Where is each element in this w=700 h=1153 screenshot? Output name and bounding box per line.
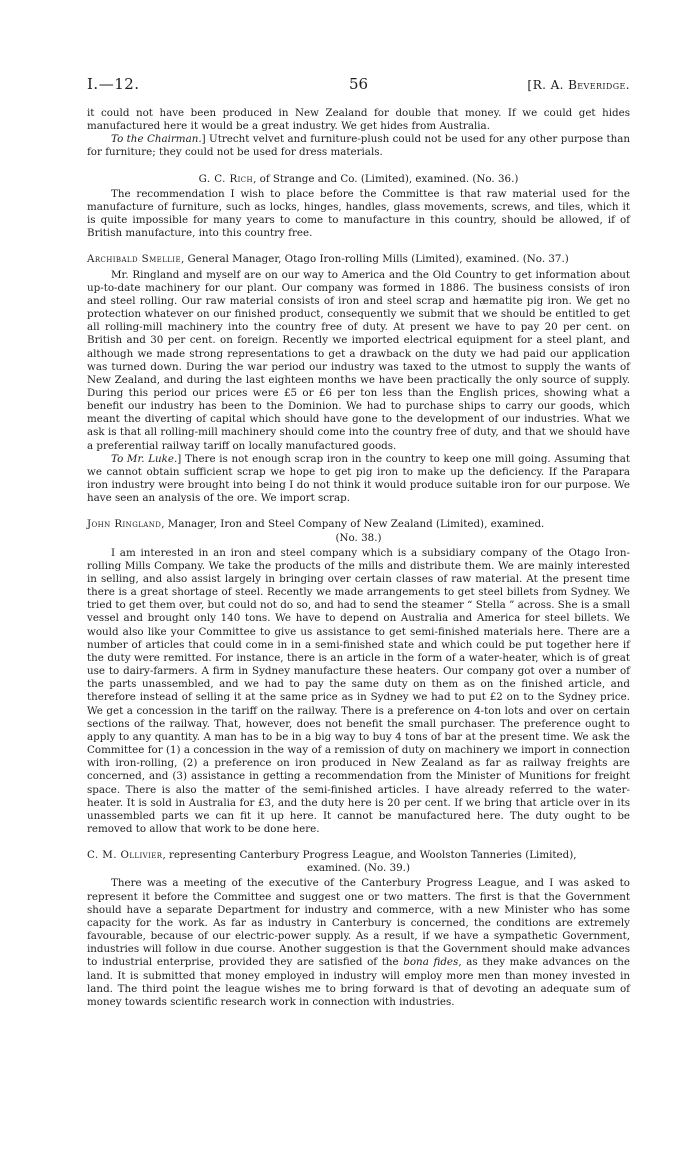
page-header [87, 75, 630, 100]
parliamentary-paper-ref: I.—12. [87, 75, 140, 93]
witness-heading [87, 518, 630, 544]
witness-section-rich [87, 173, 630, 241]
paragraph: Mr. Ringland and myself are on our way to America and the Old Country to get information about up-to-date machinery for our plant. Our company was formed in 1886. The business consists of iron and steel rolling. Our raw material consists of iron and steel scrap and hæmatite pig iron. We get no protection whatever on our finished product, consequently we submit that we should be entitled to get all rolling-mill machinery into the country free of duty. At present we have to pay 20 per cent. on British and 30 per cent. on foreign. Recently we imported electrical equipment for a steel plant, and although we made strong representations to get a drawback on the duty we had paid our application was turned down. During the war period our industry was taxed to the utmost to supply the wants of New Zealand, and during the last eighteen months we have been practically the only source of supply. During this period our prices were £5 or £6 per ton less than the English prices, showing what a benefit our industry has been to the Dominion. We had to purchase ships to carry our goods, which meant the diverting of capital which should have gone to the development of our industries. What we ask is that all rolling-mill machinery should come into the country free of duty, and that we should have a preferential railway tariff on locally manufactured goods. [87, 268, 630, 452]
witness-heading-text: , representing Canterbury Progress League, and Woolston Tanneries (Limited), [162, 849, 577, 862]
paragraph: I am interested in an iron and steel company which is a subsidiary company of the Otago Iron-rolling Mills Company. We take the products of the mills and distribute them. We are mainly interested in selling, and also assist largely in bringing over certain classes of raw material. At the present time there is a great shortage of steel. Recently we made arrangements to get steel billets from Sydney. We tried to get them over, but could not do so, and had to send the steamer “ Stella ” across. She is a small vessel and brought only 140 tons. We have to depend on Australia and America for steel billets. We would also like your Committee to give us assistance to get semi-finished materials here. There are a number of articles that could come in in a semi-finished state and which could be put together here if the duty were remitted. For instance, there is an article in the form of a water-heater, which is of great use to dairy-farmers. A firm in Sydney manufacture these heaters. Our company got over a number of the parts unassembled, and we had to pay the same duty on them as on the finished article, and therefore instead of selling it at the same price as in Sydney we had to put £2 on to the Sydney price. We get a concession in the tariff on the railway. There is a preference on 4-ton lots and over on certain sections of the railway. That, however, does not benefit the small purchaser. The preference ought to apply to any quantity. A man has to be in a big way to buy 4 tons of bar at the present time. We ask the Committee for (1) a concession in the way of a remission of duty on machinery we import in connection with iron-rolling, (2) a preference on iron produced in New Zealand as far as railway freights are concerned, and (3) assistance in getting a recommendation from the Minister of Munitions for freight space. There is also the matter of the semi-finished articles. I have already referred to the water-heater. It is sold in Australia for £3, and the duty here is 20 per cent. If we bring that article over in its unassembled parts we can fit it up here. It cannot be manufactured here. The duty ought to be removed to allow that work to be done here. [87, 546, 630, 835]
paragraph: The recommendation I wish to place before the Committee is that raw material used for the manufacture of furniture, such as locks, hinges, handles, glass movements, screws, and tiles, which it is quite impossible for many years to come to manufacture in this country, should be allowed, if of British manufacture, into this country free. [87, 187, 630, 240]
examiner-lead: To the Chairman. [111, 133, 202, 146]
witness-heading-text: , of Strange and Co. (Limited), examined. (No. 36.) [253, 172, 519, 185]
witness-heading-number: examined. (No. 39.) [307, 862, 410, 875]
witness-heading [87, 173, 630, 186]
paragraph-text: There was a meeting of the executive of the Canterbury Progress League, and I was asked to represent it before the Committee and suggest one or two matters. The first is that the Government should have a separate Department for industry and commerce, with a new Minister who has some capacity for the work. As far as industry in Canterbury is concerned, the conditions are extremely favourable, because of our electric-power supply. As a result, if we have a sympathetic Government, industries will follow in due course. Another suggestion is that the Government should make advances to industrial enterprise, provided they are satisfied of the [87, 877, 630, 969]
paragraph-text: , as they make advances on the land. It is submitted that money employed in industry will employ more men than money invested in land. The third point the league wishes me to bring forward is that of devoting an adequate sum of money towards scientific research work in connection with industries. [87, 956, 631, 1008]
paragraph-text: ] There is not enough scrap iron in the country to keep one mill going. Assuming that we cannot obtain sufficient scrap we hope to get pig iron to make up the deficiency. If the Parapara iron industry were brought into being I do not think it would produce suitable iron for our purpose. We have seen an analysis of the ore. We import scrap. [87, 452, 630, 505]
witness-section-ollivier [87, 849, 630, 1009]
witness-section-smellie [87, 253, 630, 505]
witness-ref [527, 79, 630, 92]
witness-heading-text: , General Manager, Otago Iron-rolling Mills (Limited), examined. (No. 37.) [180, 253, 569, 266]
paragraph [87, 877, 630, 1009]
italic-phrase: bona fides [403, 956, 459, 969]
paragraph [87, 453, 630, 506]
witness-heading [87, 253, 630, 266]
examiner-lead: To Mr. Luke. [111, 452, 178, 465]
witness-name: G. C. Rich [198, 172, 254, 185]
paragraph-text: ] Utrecht velvet and furniture-plush could not be used for any other purpose than for furniture; they could not be used for dress materials. [87, 133, 630, 159]
witness-name: Archibald Smellie [87, 253, 181, 266]
paragraph: it could not have been produced in New Zealand for double that money. If we could get hides manufactured here it would be a great industry. We get hides from Australia. [87, 107, 630, 133]
witness-heading [87, 849, 630, 875]
witness-name: C. M. Ollivier [87, 849, 163, 862]
witness-heading-text: , Manager, Iron and Steel Company of New Zealand (Limited), examined. [161, 518, 545, 531]
witness-ref-name: R. A. Beveridge. [532, 78, 630, 92]
paragraph [87, 133, 630, 159]
witness-ref-bracket: [ [527, 78, 533, 92]
witness-section-ringland [87, 518, 630, 836]
page-number: 56 [348, 75, 369, 93]
continuation-section [87, 107, 630, 160]
witness-heading-number: (No. 38.) [335, 531, 382, 544]
witness-name: John Ringland [87, 518, 162, 531]
